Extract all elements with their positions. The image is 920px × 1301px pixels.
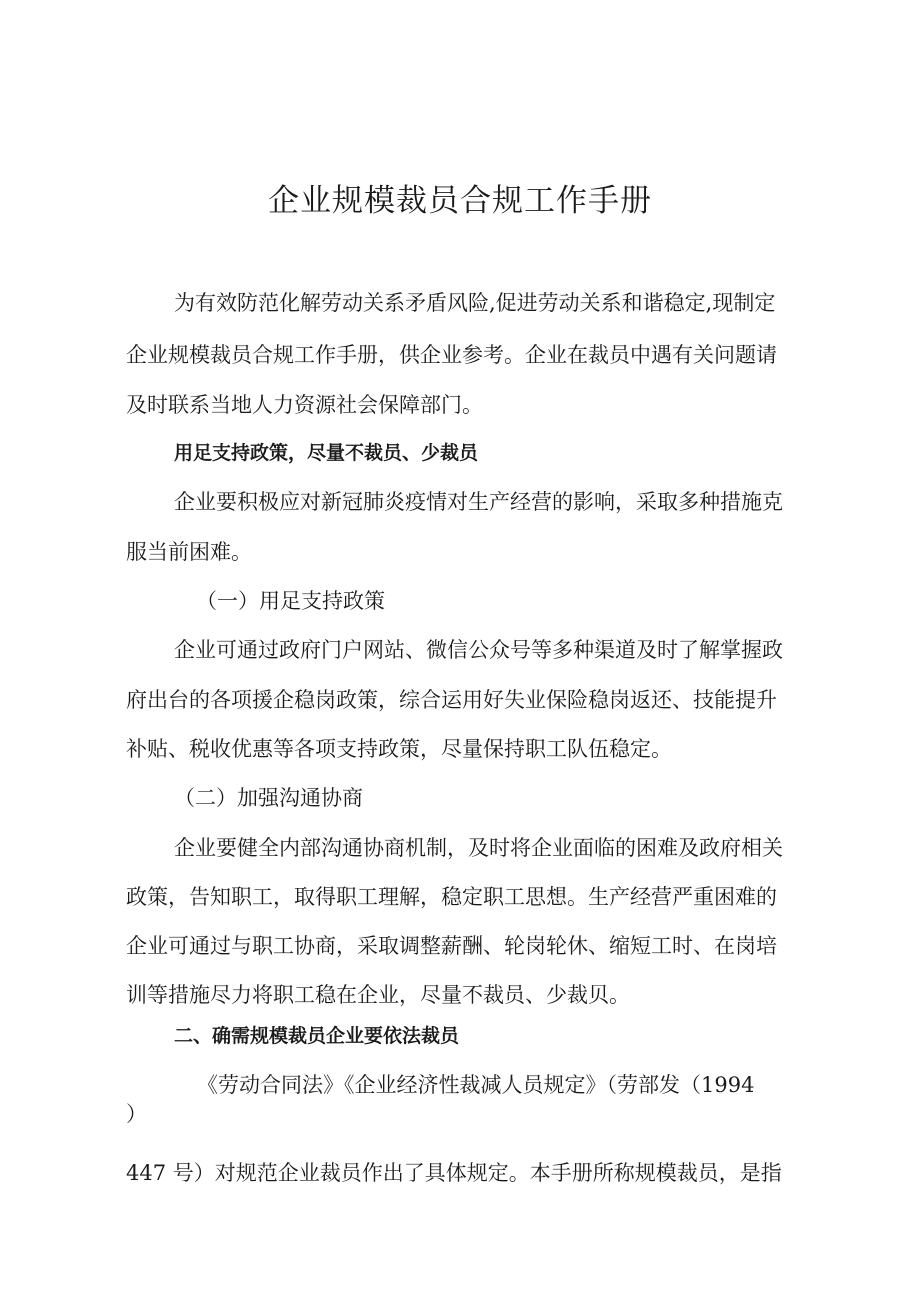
intro-line-3: 及时联系当地人力资源社会保障部门。 xyxy=(126,393,483,417)
subsection-2-heading: （二）加强沟通协商 xyxy=(174,786,363,810)
section-2-heading: 二、确需规模裁员企业要依法裁员 xyxy=(174,1025,460,1047)
subsection-1-heading: （一）用足支持政策 xyxy=(196,589,385,613)
subsection-2-line-1: 企业要健全内部沟通协商机制，及时将企业面临的困难及政府相关 xyxy=(174,836,783,860)
document-title: 企业规模裁员合规工作手册 xyxy=(268,183,652,219)
subsection-2-line-2: 政策，告知职工，取得职工理解，稳定职工思想。生产经营严重困难的 xyxy=(126,885,777,909)
section-2-line-1: 《劳动合同法》《企业经济性裁减人员规定》（劳部发（1994 xyxy=(197,1073,755,1097)
section-2-line-2: ） xyxy=(126,1102,147,1126)
section-1-para-line-1: 企业要积极应对新冠肺炎疫情对生产经营的影响，采取多种措施克 xyxy=(174,490,783,514)
section-2-line-3: 447 号）对规范企业裁员作出了具体规定。本手册所称规模裁员，是指 xyxy=(126,1161,782,1185)
intro-line-1: 为有效防范化解劳动关系矛盾风险,促进劳动关系和谐稳定,现制定 xyxy=(174,291,776,315)
subsection-1-line-2: 府出台的各项援企稳岗政策，综合运用好失业保险稳岗返还、技能提升 xyxy=(126,688,777,712)
section-1-para-line-2: 服当前困难。 xyxy=(126,540,252,564)
subsection-1-line-1: 企业可通过政府门户网站、微信公众号等多种渠道及时了解掌握政 xyxy=(174,638,783,662)
subsection-2-line-3: 企业可通过与职工协商，采取调整薪酬、轮岗轮休、缩短工时、在岗培 xyxy=(126,934,777,958)
intro-line-2: 企业规模裁员合规工作手册，供企业参考。企业在裁员中遇有关问题请 xyxy=(126,343,777,367)
subsection-1-line-3: 补贴、税收优惠等各项支持政策，尽量保持职工队伍稳定。 xyxy=(126,737,672,761)
section-1-heading: 用足支持政策，尽量不裁员、少裁员 xyxy=(174,442,479,464)
subsection-2-line-4: 训等措施尽力将职工稳在企业，尽量不裁员、少裁贝。 xyxy=(126,983,630,1007)
